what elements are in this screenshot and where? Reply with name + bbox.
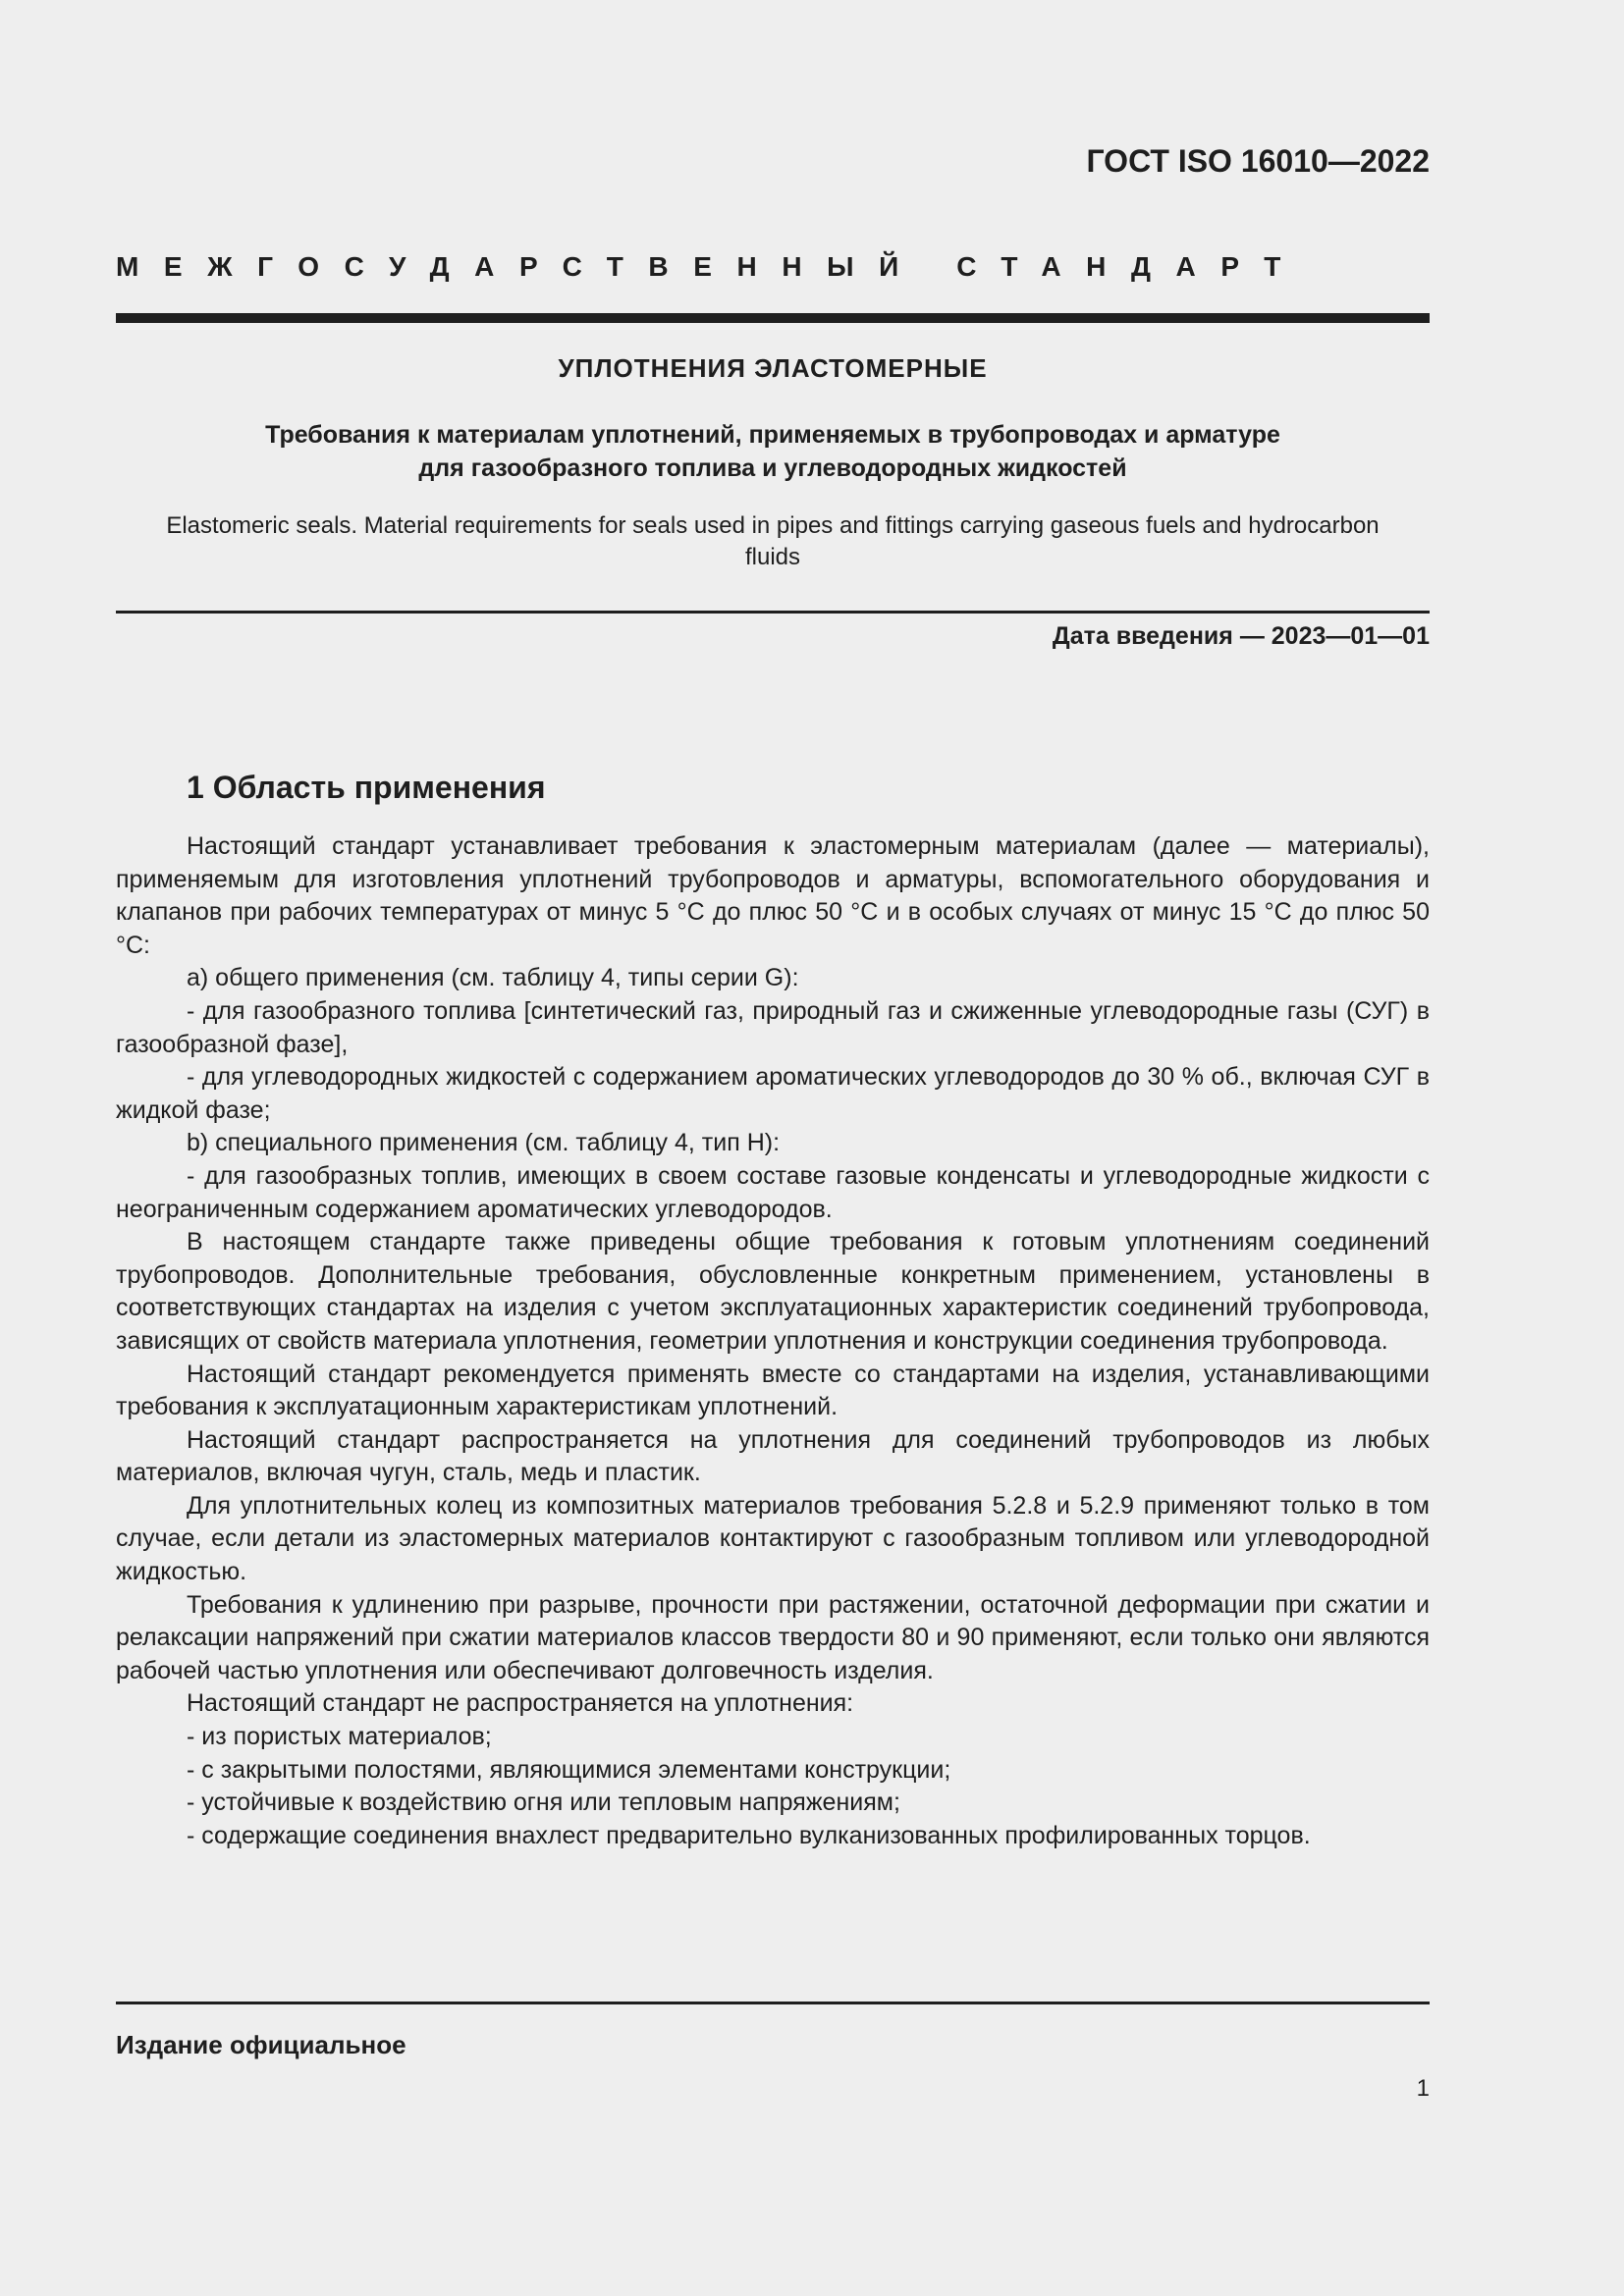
section-heading: 1 Область применения — [187, 770, 546, 805]
paragraph: Настоящий стандарт распространяется на уплотнения для соединений трубопроводов из любых материалов, включая чугун, сталь, медь и пластик. — [116, 1425, 1430, 1487]
english-title-line-1: Elastomeric seals. Material requirements for seals used in pipes and fittings carrying gaseous fuels and hydrocarbon — [166, 512, 1380, 539]
paragraph: Настоящий стандарт устанавливает требования к эластомерным материалам (далее — материалы), применяемым для изготовления уплотнений трубопроводов и арматуры, вспомогательного оборудования и клапанов при рабочих температурах от минус 5 °С до плюс 50 °С и в особых случаях от минус 15 °С до плюс 50 °С: — [116, 832, 1430, 959]
section-body — [116, 830, 1430, 1852]
page-number: 1 — [1416, 2075, 1430, 2102]
interstate-standard-label: МЕЖГОСУДАРСТВЕННЫЙ СТАНДАРТ — [116, 251, 1306, 282]
list-item: - для углеводородных жидкостей с содержанием ароматических углеводородов до 30 % об., включая СУГ в жидкой фазе; — [116, 1063, 1430, 1124]
official-edition-label: Издание официальное — [116, 2030, 406, 2059]
paragraph: Требования к удлинению при разрыве, прочности при растяжении, остаточной деформации при сжатии и релаксации напряжений при сжатии материалов классов твердости 80 и 90 применяют, если только они являются рабочей частью уплотнения или обеспечивают долговечность изделия. — [116, 1590, 1430, 1684]
exclusion-item: - содержащие соединения внахлест предварительно вулканизованных профилированных торцов. — [187, 1821, 1311, 1849]
paragraph: В настоящем стандарте также приведены общие требования к готовым уплотнениям соединений трубопроводов. Дополнительные требования, обусловленные конкретным применением, установлены в соответствующих стандартах на изделия с учетом эксплуатационных характеристик соединений трубопровода, зависящих от свойств материала уплотнения, геометрии уплотнения и конструкции соединения трубопровода. — [116, 1228, 1430, 1355]
document-number: ГОСТ ISO 16010—2022 — [1086, 143, 1430, 179]
english-title-line-2: fluids — [744, 544, 801, 570]
exclusion-item: - из пористых материалов; — [187, 1723, 492, 1751]
document-subtitle — [116, 418, 1430, 485]
subtitle-line-2: для газообразного топлива и углеводородных жидкостей — [418, 454, 1127, 482]
paragraph: Настоящий стандарт рекомендуется применять вместе со стандартами на изделия, устанавливающими требования к эксплуатационным характеристикам уплотнений. — [116, 1360, 1430, 1421]
exclusion-item: - устойчивые к воздействию огня или тепловым напряжениям; — [187, 1789, 900, 1817]
title-divider — [116, 611, 1430, 614]
english-title — [116, 510, 1430, 573]
document-title: УПЛОТНЕНИЯ ЭЛАСТОМЕРНЫЕ — [558, 353, 988, 383]
header-divider-thick — [116, 313, 1430, 323]
paragraph: Настоящий стандарт не распространяется на уплотнения: — [187, 1689, 854, 1718]
list-item: - для газообразных топлив, имеющих в своем составе газовые конденсаты и углеводородные жидкости с неограниченным содержанием ароматических углеводородов. — [116, 1161, 1430, 1223]
subtitle-line-1: Требования к материалам уплотнений, применяемых в трубопроводах и арматуре — [265, 421, 1280, 449]
introduction-date: Дата введения — 2023—01—01 — [1052, 622, 1430, 650]
list-item: - для газообразного топлива [синтетический газ, природный газ и сжиженные углеводородные газы (СУГ) в газообразной фазе], — [116, 996, 1430, 1058]
footer-divider — [116, 2002, 1430, 2004]
list-item: b) специального применения (см. таблицу 4, тип Н): — [187, 1129, 781, 1157]
paragraph: Для уплотнительных колец из композитных материалов требования 5.2.8 и 5.2.9 применяют только в том случае, если детали из эластомерных материалов контактируют с газообразным топливом или углеводородной жидкостью. — [116, 1491, 1430, 1586]
list-item: a) общего применения (см. таблицу 4, типы серии G): — [187, 964, 799, 992]
exclusion-item: - с закрытыми полостями, являющимися элементами конструкции; — [187, 1755, 951, 1784]
